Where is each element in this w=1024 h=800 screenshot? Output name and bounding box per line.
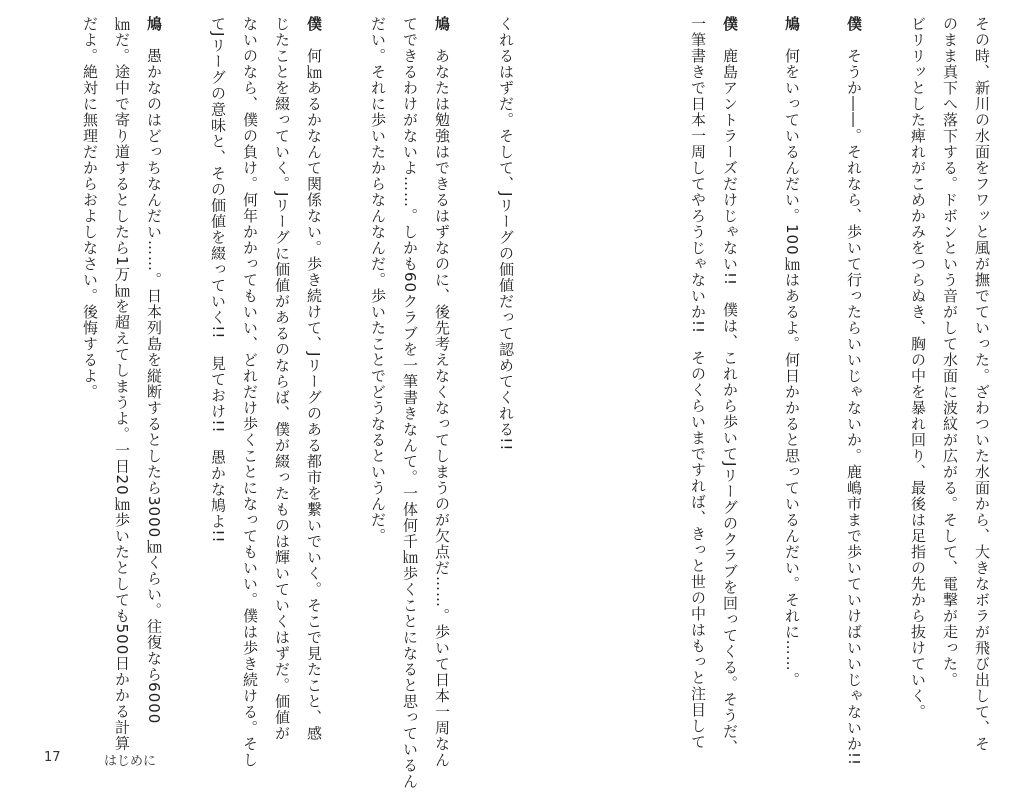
- speaker-label: 僕: [845, 16, 863, 31]
- dialogue-line: じたことを綴っていく。Jリーグに価値があるのならば、僕が綴ったものは輝いていくはずだ。価値が: [273, 16, 291, 742]
- section-title: はじめに: [104, 754, 157, 769]
- dialogue-line: てJリーグの意味と、その価値を綴っていく!! 見ておけ!! 愚かな鳩よ!!: [209, 16, 227, 544]
- dialogue-line: 鹿島アントラーズだけじゃない!! 僕は、これから歩いてJリーグのクラブを回ってくる。そうだ、: [721, 48, 739, 756]
- narration-line: その時、新川の水面をフワッと風が撫でていった。ざわついた水面から、大きなボラが飛び出して、そ: [973, 16, 991, 752]
- dialogue-line: あなたは勉強はできるはずなのに、後先考えなくなってしまうのが欠点だ……。歩いて日本一周なん: [433, 48, 451, 768]
- speaker-label: 僕: [721, 16, 739, 31]
- speaker-label: 鳩: [433, 16, 451, 31]
- speaker-label: 鳩: [783, 16, 801, 31]
- dialogue-line: 一筆書きで日本一周してやろうじゃないか!! そのくらいまですれば、きっと世の中はもっと注目して: [689, 16, 707, 751]
- dialogue-line: 何㎞あるかなんて関係ない。歩き続けて、Jリーグのある都市を繋いでいく。そこで見たこと、感: [305, 48, 323, 742]
- dialogue-line: ㎞だ。途中で寄り道するとしたら1万㎞を超えてしまうよ。一日20㎞歩いたとしても500日かかる計算: [113, 16, 131, 752]
- dialogue-line: くれるはずだ。そして、Jリーグの価値だって認めてくれる!!: [497, 16, 515, 452]
- narration-line: のまま真下へ落下する。ドボンという音がして水面に波紋が広がる。そして、電撃が走った。: [941, 16, 959, 688]
- dialogue-line: ないのなら、僕の負け。何年かかってもいい、どれだけ歩くことになってもいい。僕は歩き続ける。そし: [241, 16, 259, 768]
- dialogue-line: そうか――。それなら、歩いて行ったらいいじゃないか。鹿嶋市まで歩いていけばいいじゃないか!!: [845, 48, 863, 767]
- dialogue-line: てできるわけがないよ……。しかも60クラブを一筆書きなんて。一体何千㎞歩くことになると思っているん: [401, 16, 419, 790]
- speaker-label: 鳩: [145, 16, 163, 31]
- page-number: 17: [44, 750, 61, 765]
- dialogue-line: 愚かなのはどっちなんだい……。日本列島を縦断するとしたら3000㎞くらい。往復なら6000: [145, 48, 163, 725]
- dialogue-line: 何をいっているんだい。100㎞はあるよ。何日かかると思っているんだい。それに……。: [783, 48, 801, 688]
- dialogue-line: だよ。絶対に無理だからおよしなさい。後悔するよ。: [81, 16, 99, 400]
- dialogue-line: だい。それに歩いたからなんなんだ。歩いたことでどうなるというんだ。: [369, 16, 387, 544]
- speaker-label: 僕: [305, 16, 323, 31]
- narration-line: ビリリッとした痺れがこめかみをつらぬき、胸の中を暴れ回り、最後は足指の先から抜けていく。: [909, 16, 927, 720]
